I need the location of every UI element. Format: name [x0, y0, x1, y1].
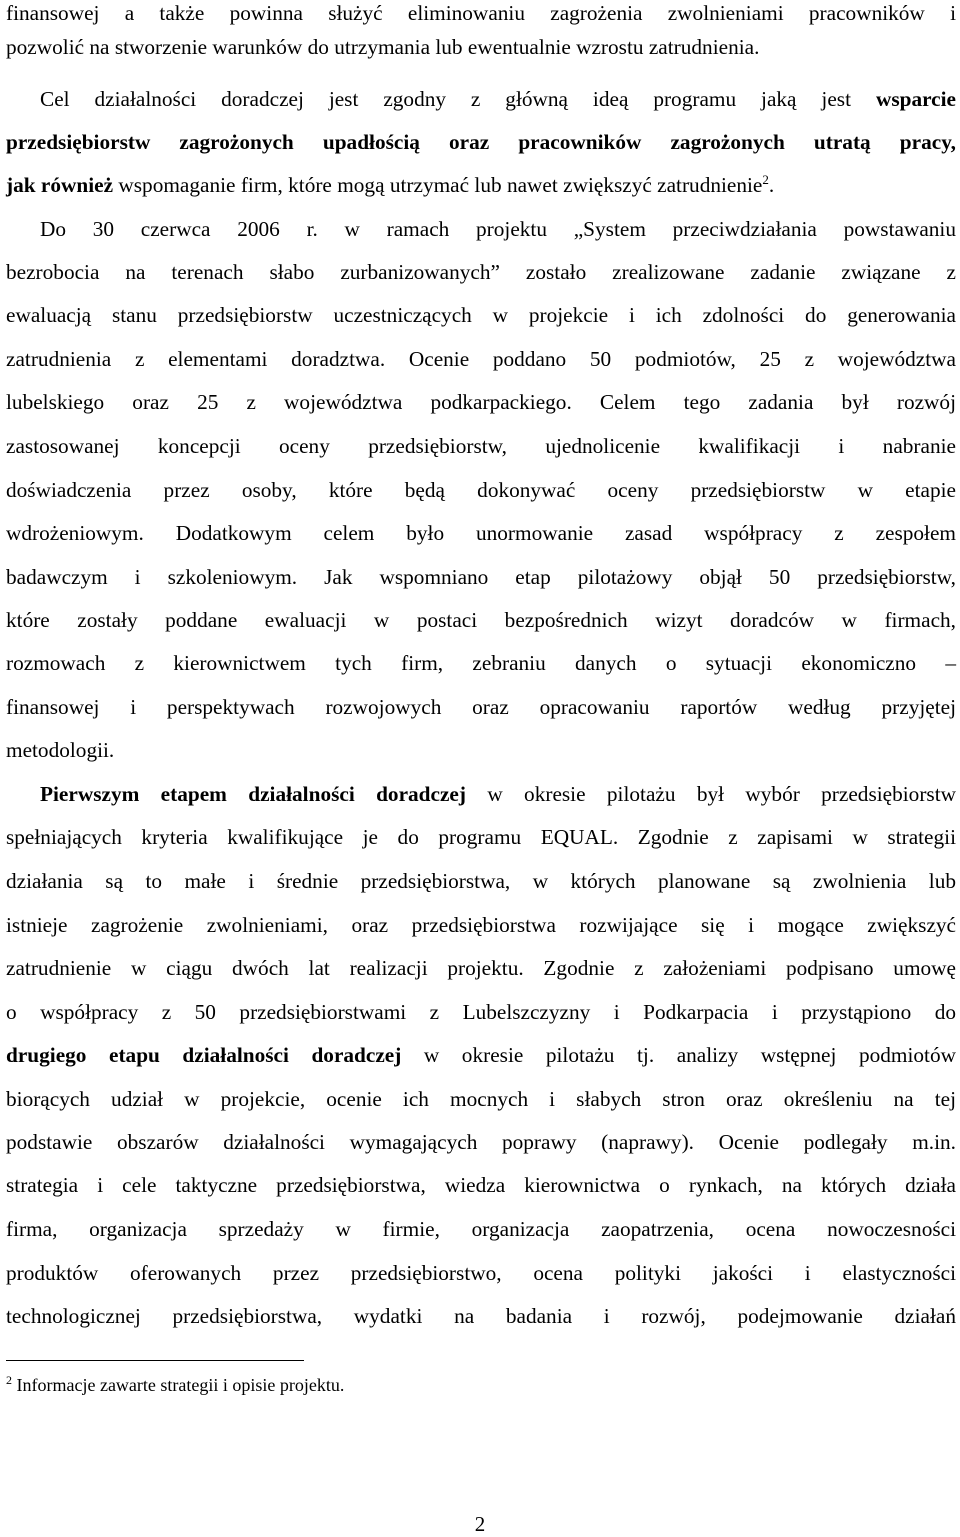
text-line: technologicznej przedsiębiorstwa, wydatki na badania i rozwój, podejmowanie działań [6, 1304, 956, 1328]
text-line: o współpracy z 50 przedsiębiorstwami z Lubelszczyzny i Podkarpacia i przystąpiono do [6, 1000, 956, 1024]
text-line: produktów oferowanych przez przedsiębiorstwo, ocena polityki jakości i elastyczności [6, 1261, 956, 1285]
text-run: Cel działalności doradczej jest zgodny z główną ideą programu jaką jest [40, 87, 852, 111]
text-run: wspomaganie firm, które mogą utrzymać lub nawet zwiększyć zatrudnienie [118, 173, 763, 197]
text-line [6, 172, 956, 198]
text-run: w okresie pilotażu tj. analizy wstępnej podmiotów [423, 1043, 956, 1067]
text-line: przedsiębiorstw zagrożonych upadłością oraz pracowników zagrożonych utratą pracy, [6, 130, 956, 154]
footnote-text: Informacje zawarte strategii i opisie projektu. [16, 1375, 345, 1395]
bold-text-run: drugiego etapu działalności doradczej [6, 1043, 402, 1067]
footnote-separator [6, 1360, 304, 1361]
text-run: w okresie pilotażu był wybór przedsiębiorstw [487, 782, 956, 806]
text-line: bezrobocia na terenach słabo zurbanizowanych” zostało zrealizowane zadanie związane z [6, 260, 956, 284]
text-line: lubelskiego oraz 25 z województwa podkarpackiego. Celem tego zadania był rozwój [6, 390, 956, 414]
footnote-marker: 2 [6, 1373, 12, 1387]
text-line: zatrudnienie w ciągu dwóch lat realizacji projektu. Zgodnie z założeniami podpisano umowę [6, 956, 956, 980]
text-line: doświadczenia przez osoby, które będą dokonywać oceny przedsiębiorstw w etapie [6, 478, 956, 502]
text-line: działania są to małe i średnie przedsiębiorstwa, w których planowane są zwolnienia lub [6, 869, 956, 893]
text-line: podstawie obszarów działalności wymagających poprawy (naprawy). Ocenie podlegały m.in. [6, 1130, 956, 1154]
text-line: ewaluacją stanu przedsiębiorstw uczestniczących w projekcie i ich zdolności do generowania [6, 303, 956, 327]
text-line: badawczym i szkoleniowym. Jak wspomniano etap pilotażowy objął 50 przedsiębiorstw, [6, 565, 956, 589]
text-line [40, 781, 956, 807]
text-line: finansowej i perspektywach rozwojowych oraz opracowaniu raportów według przyjętej [6, 695, 956, 719]
page-number: 2 [474, 1512, 486, 1536]
text-line: finansowej a także powinna służyć eliminowaniu zagrożenia zwolnieniami pracowników i [6, 1, 956, 25]
text-line: zastosowanej koncepcji oceny przedsiębiorstw, ujednolicenie kwalifikacji i nabranie [6, 434, 956, 458]
text-line [6, 1042, 956, 1068]
text-line: strategia i cele taktyczne przedsiębiorstwa, wiedza kierownictwa o rynkach, na których działa [6, 1173, 956, 1197]
text-line: zatrudnienia z elementami doradztwa. Ocenie poddano 50 podmiotów, 25 z województwa [6, 347, 956, 371]
bold-text-run: wsparcie [875, 87, 957, 111]
text-line: rozmowach z kierownictwem tych firm, zebraniu danych o sytuacji ekonomiczno – [6, 651, 956, 675]
text-line: Do 30 czerwca 2006 r. w ramach projektu „System przeciwdziałania powstawaniu [40, 217, 956, 241]
text-line [40, 86, 956, 112]
text-line: istnieje zagrożenie zwolnieniami, oraz przedsiębiorstwa rozwijające się i mogące zwiększyć [6, 913, 956, 937]
text-line: biorących udział w projekcie, ocenie ich mocnych i słabych stron oraz określeniu na tej [6, 1087, 956, 1111]
text-line: metodologii. [6, 738, 115, 762]
text-line: spełniających kryteria kwalifikujące je do programu EQUAL. Zgodnie z zapisami w strategii [6, 825, 956, 849]
text-line: pozwolić na stworzenie warunków do utrzymania lub ewentualnie wzrostu zatrudnienia. [6, 35, 760, 59]
footnote [6, 1374, 344, 1396]
text-line: wdrożeniowym. Dodatkowym celem było unormowanie zasad współpracy z zespołem [6, 521, 956, 545]
bold-text-run: Pierwszym etapem działalności doradczej [40, 782, 466, 806]
text-line: firma, organizacja sprzedaży w firmie, organizacja zaopatrzenia, ocena nowoczesności [6, 1217, 956, 1241]
text-line: które zostały poddane ewaluacji w postaci bezpośrednich wizyt doradców w firmach, [6, 608, 956, 632]
footnote-reference: 2 [762, 172, 769, 187]
text-run: . [768, 173, 775, 197]
bold-text-run: jak również [6, 173, 114, 197]
